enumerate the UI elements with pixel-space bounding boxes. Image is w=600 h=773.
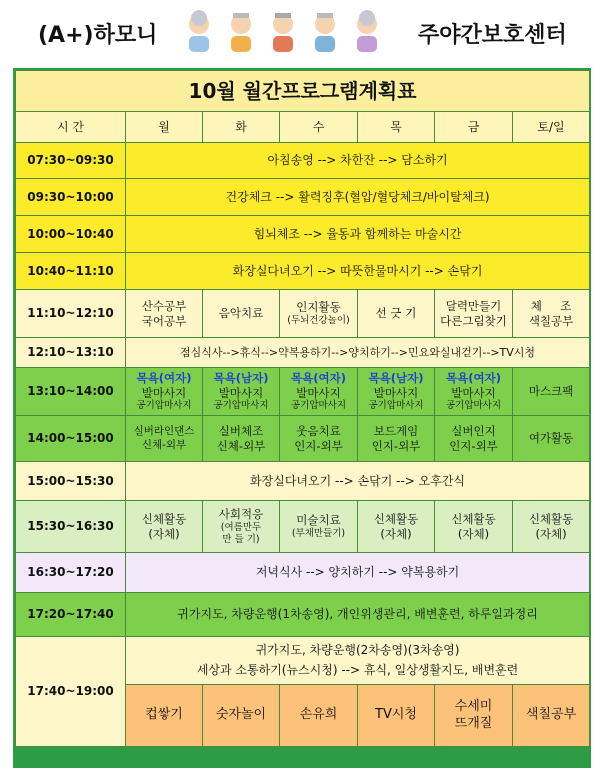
- time-cell: 16:30~17:20: [16, 553, 126, 593]
- table-row: [16, 143, 590, 179]
- table-row: [16, 216, 590, 253]
- activity-cell: [358, 368, 435, 416]
- activity-cell: 힘뇌체조 --> 율동과 함께하는 마술시간: [126, 216, 590, 253]
- activity-cell: [358, 501, 435, 553]
- activity-line: 귀가지도, 차량운행(2차송영)(3차송영): [255, 643, 460, 657]
- table-row: [16, 593, 590, 637]
- activity-line: 실버인지: [451, 424, 496, 439]
- activity-line: 여가활동: [528, 431, 574, 446]
- time-cell: 09:30~10:00: [16, 179, 126, 216]
- activity-cell: [513, 290, 590, 338]
- activity-line: 발마사지: [373, 385, 419, 400]
- activity-cell: 아침송영 --> 차한잔 --> 담소하기: [126, 143, 590, 179]
- activity-line: 신체활동: [373, 512, 419, 527]
- activity-note: 공기압마사지: [368, 399, 424, 411]
- activity-note: (여름만두: [220, 521, 262, 533]
- activity-cell: [280, 685, 358, 747]
- activity-line: 손유희: [299, 707, 338, 723]
- activity-line: 인지-외부: [449, 438, 498, 453]
- activity-line: 인지활동: [296, 300, 341, 315]
- center-name-right: 주야간보호센터: [418, 23, 567, 48]
- activity-cell: 저녁식사 --> 양치하기 --> 약복용하기: [126, 553, 590, 593]
- activity-note: 공기압마사지: [213, 399, 269, 411]
- activity-cell: [435, 290, 513, 338]
- activity-line: (자체): [535, 526, 567, 541]
- activity-cell: [358, 416, 435, 462]
- activity-line: TV시청: [375, 707, 417, 723]
- time-cell: 17:40~19:00: [16, 637, 126, 747]
- activity-cell: [126, 501, 203, 553]
- activity-cell: [513, 501, 590, 553]
- table-row: [16, 290, 590, 338]
- elder-man-icon: [308, 10, 342, 54]
- activity-line: (자체): [148, 526, 180, 541]
- activity-cell: [513, 368, 590, 416]
- activity-line: 숫자놀이: [215, 707, 267, 723]
- day-header-mon: 월: [126, 112, 203, 143]
- elders-illustration: [182, 6, 382, 56]
- table-row: [16, 416, 590, 462]
- activity-cell: [126, 290, 203, 338]
- bath-label: 목욕(여자): [136, 371, 192, 386]
- elder-man-icon: [224, 10, 258, 54]
- activity-line: 신체-외부: [216, 438, 266, 453]
- activity-line: 색칠공부: [528, 313, 574, 328]
- activity-note: 공기압마사지: [445, 399, 502, 411]
- activity-line: 색칠공부: [525, 707, 577, 723]
- activity-cell: [126, 685, 203, 747]
- activity-cell: [203, 685, 280, 747]
- activity-line: 신체활동: [528, 512, 574, 527]
- activity-line: 달력만들기: [445, 299, 502, 314]
- activity-line: 다른그림찾기: [440, 313, 507, 328]
- activity-line: 신체-외부: [141, 438, 187, 451]
- activity-cell: [435, 416, 513, 462]
- activity-cell: [280, 501, 358, 553]
- table-row: [16, 368, 590, 416]
- page-title: 10월 월간프로그램계획표: [16, 71, 590, 112]
- bath-label: 목욕(남자): [368, 371, 424, 386]
- activity-line: 발마사지: [451, 385, 496, 400]
- activity-cell: [203, 368, 280, 416]
- activity-line: 국어공부: [141, 313, 187, 328]
- day-header-tue: 화: [203, 112, 280, 143]
- activity-line: 인지-외부: [371, 438, 421, 453]
- table-row: [16, 553, 590, 593]
- activity-line: 발마사지: [296, 385, 341, 400]
- activity-cell: 화장실다녀오기 --> 따뜻한물마시기 --> 손닦기: [126, 253, 590, 290]
- activity-cell: [203, 416, 280, 462]
- activity-line: 세상과 소통하기(뉴스시청) --> 휴식, 일상생활지도, 배변훈련: [196, 663, 519, 677]
- activity-note: 공기압마사지: [136, 399, 192, 411]
- time-cell: 13:10~14:00: [16, 368, 126, 416]
- day-header-time: 시 간: [16, 112, 126, 143]
- activity-cell: [280, 368, 358, 416]
- table-row: [16, 462, 590, 501]
- activity-cell: [280, 416, 358, 462]
- activity-cell: [358, 685, 435, 747]
- activity-line: 뜨개질: [454, 715, 493, 731]
- activity-note: 공기압마사지: [290, 399, 347, 411]
- activity-line: 발마사지: [141, 385, 187, 400]
- elder-man-icon: [266, 10, 300, 54]
- time-cell: 11:10~12:10: [16, 290, 126, 338]
- center-name-left: (A+)하모니: [38, 23, 158, 48]
- activity-note: 만 들 기): [222, 533, 260, 545]
- activity-line: 인지-외부: [294, 438, 343, 453]
- activity-cell: [435, 368, 513, 416]
- bath-label: 목욕(남자): [213, 371, 269, 386]
- activity-note: (부채만들기): [291, 527, 346, 539]
- table-row: [16, 253, 590, 290]
- table-row: [16, 501, 590, 553]
- schedule-frame: [13, 68, 591, 768]
- activity-line: 발마사지: [218, 385, 264, 400]
- time-cell: 12:10~13:10: [16, 338, 126, 368]
- activity-line: 선 긋 기: [375, 306, 417, 321]
- activity-line: 미술치료: [296, 513, 341, 528]
- elder-woman-icon: [350, 10, 384, 54]
- activity-line: 신체활동: [141, 512, 187, 527]
- table-row: [16, 637, 590, 685]
- activity-line: 신체활동: [451, 512, 496, 527]
- activity-cell: [126, 637, 590, 685]
- activity-cell: [435, 501, 513, 553]
- activity-line: 음악치료: [218, 306, 264, 321]
- table-row: [16, 338, 590, 368]
- day-header-thu: 목: [358, 112, 435, 143]
- activity-cell: 점심식사-->휴식-->약복용하기-->양치하기-->민요와실내걷기-->TV시청: [126, 338, 590, 368]
- activity-cell: [435, 685, 513, 747]
- activity-line: 체 조: [530, 299, 572, 314]
- activity-note: (두뇌건강놀이): [287, 314, 350, 326]
- time-cell: 10:40~11:10: [16, 253, 126, 290]
- table-row: [16, 179, 590, 216]
- activity-line: 실버라인댄스: [133, 425, 195, 438]
- activity-cell: 귀가지도, 차량운행(1차송영), 개인위생관리, 배변훈련, 하루일과정리: [126, 593, 590, 637]
- activity-cell: [280, 290, 358, 338]
- time-cell: 14:00~15:00: [16, 416, 126, 462]
- activity-line: 수세미: [454, 699, 493, 715]
- elder-woman-icon: [182, 10, 216, 54]
- activity-cell: 건강체크 --> 활력징후(혈압/혈당체크/바이탈체크): [126, 179, 590, 216]
- activity-line: 마스크팩: [528, 384, 574, 399]
- day-header-row: [16, 112, 590, 143]
- day-header-weekend: 토/일: [513, 112, 590, 143]
- activity-line: 웃음치료: [296, 424, 341, 439]
- activity-line: 컵쌓기: [145, 707, 183, 723]
- time-cell: 10:00~10:40: [16, 216, 126, 253]
- schedule-table: [15, 70, 590, 747]
- activity-cell: 화장실다녀오기 --> 손닦기 --> 오후간식: [126, 462, 590, 501]
- activity-line: 사회적응: [218, 507, 264, 522]
- activity-cell: [203, 290, 280, 338]
- bath-label: 목욕(여자): [446, 371, 501, 386]
- activity-line: (자체): [457, 526, 490, 541]
- day-header-fri: 금: [435, 112, 513, 143]
- activity-line: (자체): [380, 526, 412, 541]
- time-cell: 15:00~15:30: [16, 462, 126, 501]
- time-cell: 15:30~16:30: [16, 501, 126, 553]
- activity-cell: [126, 368, 203, 416]
- time-cell: 17:20~17:40: [16, 593, 126, 637]
- time-cell: 07:30~09:30: [16, 143, 126, 179]
- day-header-wed: 수: [280, 112, 358, 143]
- activity-line: 보드게임: [373, 424, 419, 439]
- activity-cell: [358, 290, 435, 338]
- activity-cell: [203, 501, 280, 553]
- bath-label: 목욕(여자): [291, 371, 346, 386]
- activity-line: 산수공부: [141, 299, 187, 314]
- activity-line: 실버체조: [218, 424, 264, 439]
- page-header: [0, 0, 600, 60]
- activity-cell: [513, 685, 590, 747]
- activity-cell: [513, 416, 590, 462]
- activity-cell: [126, 416, 203, 462]
